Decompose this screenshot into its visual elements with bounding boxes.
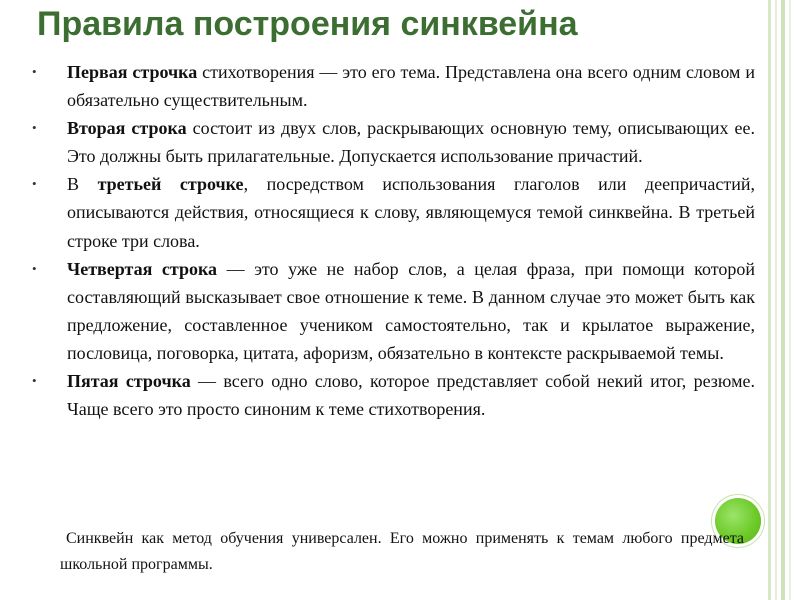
bullet-icon: • — [32, 260, 37, 276]
rule-item — [30, 367, 755, 423]
rule-lead: В — [67, 174, 98, 195]
rule-item — [30, 255, 755, 367]
decorative-line — [768, 0, 771, 600]
bullet-icon: • — [32, 176, 37, 192]
decorative-line — [789, 0, 791, 600]
rule-text: — всего одно слово, которое представляет собой некий итог, резюме. Чаще всего это просто синоним к теме стихотворения. — [67, 371, 755, 420]
rule-term: Вторая строка — [67, 118, 187, 139]
rule-item — [30, 114, 755, 170]
footer-note: Синквейн как метод обучения универсален. Его можно применять к темам любого предмета школьной программы. — [60, 530, 744, 573]
rule-text: стихотворения — это его тема. Представлена она всего одним словом и обязательно существительным. — [67, 62, 755, 111]
rule-term: Первая строчка — [67, 62, 198, 82]
rule-term: Четвертая строка — [67, 258, 218, 279]
rule-item — [30, 58, 755, 114]
rule-text: состоит из двух слов, раскрывающих основную тему, описывающих ее. Это должны быть прилагательные. Допускается использование причастий. — [67, 118, 755, 167]
rule-text: , посредством использования глаголов или деепричастий, описываются действия, относящиеся к слову, являющемуся темой синквейна. В третьей строке три слова. — [67, 174, 755, 251]
decorative-line — [775, 0, 777, 600]
bullet-icon: • — [32, 373, 37, 389]
rule-text: — это уже не набор слов, а целая фраза, при помощи которой составляющий высказывает свое отношение к теме. В данном случае это может быть как предложение, составленное учеником самостоятельно, так и крылатое выражение, пословица, поговорка, цитата, афоризм, обязательно в контексте раскрываемой темы. — [67, 258, 756, 363]
bullet-icon: • — [32, 120, 37, 136]
slide-title: Правила построения синквейна — [37, 5, 578, 43]
rule-item — [30, 170, 755, 254]
decorative-line — [781, 0, 785, 600]
rules-list — [30, 58, 755, 423]
bullet-icon: • — [32, 64, 37, 79]
rule-term: третьей строчке — [97, 174, 244, 195]
rule-term: Пятая строчка — [67, 371, 191, 392]
